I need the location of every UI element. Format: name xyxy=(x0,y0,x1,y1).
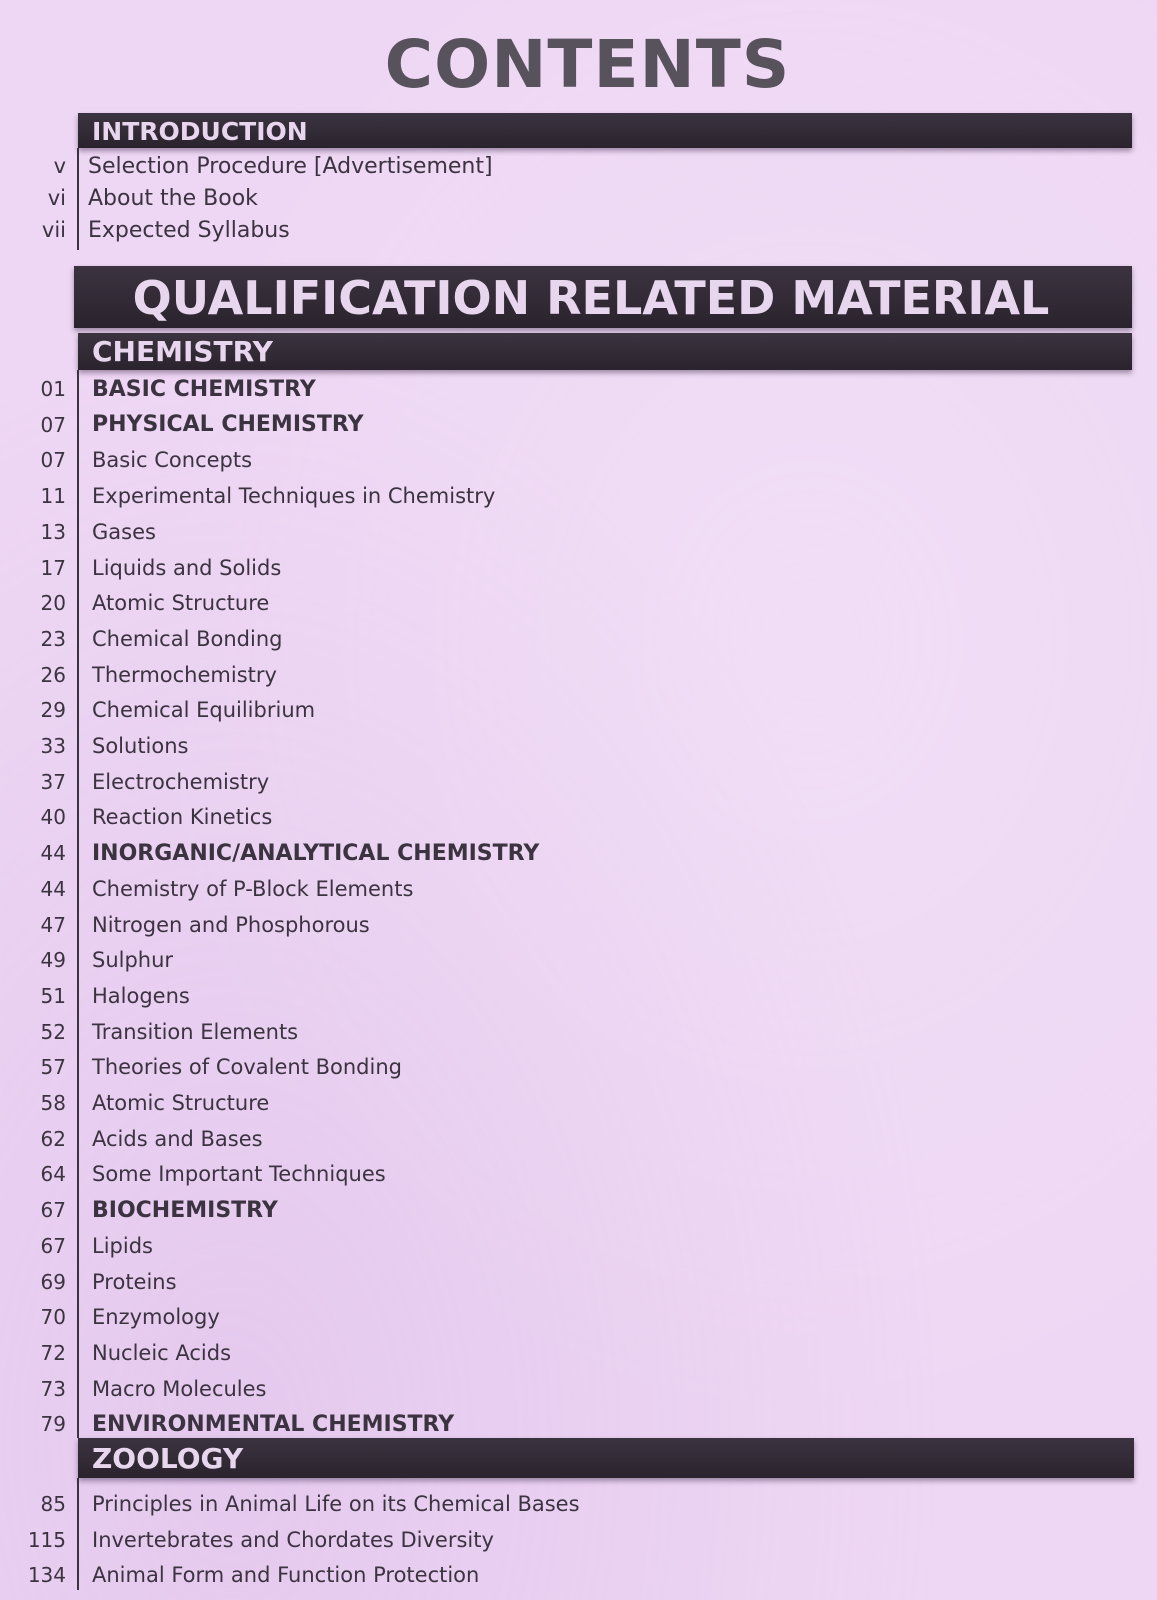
toc-entry-label: Principles in Animal Life on its Chemical Bases xyxy=(92,1492,580,1516)
toc-entry-label: Nucleic Acids xyxy=(92,1340,232,1365)
page-number: 73 xyxy=(40,1376,66,1401)
toc-entry[interactable] xyxy=(0,409,700,441)
toc-entry[interactable] xyxy=(0,1488,700,1520)
page-number: 44 xyxy=(40,876,66,901)
toc-entry-label: Transition Elements xyxy=(92,1019,299,1044)
toc-entry[interactable] xyxy=(0,1373,700,1405)
toc-entry-label: Expected Syllabus xyxy=(88,217,290,243)
toc-entry[interactable] xyxy=(0,373,700,405)
toc-entry[interactable] xyxy=(0,801,700,833)
toc-entry[interactable] xyxy=(0,1301,700,1333)
page-number: 01 xyxy=(40,377,66,401)
page-number: 23 xyxy=(40,626,66,651)
page-number: 62 xyxy=(40,1126,66,1151)
page-number: 37 xyxy=(40,769,66,794)
page-number: 52 xyxy=(40,1019,66,1044)
page-number: 07 xyxy=(40,412,66,437)
toc-entry[interactable] xyxy=(0,480,700,512)
toc-entry[interactable] xyxy=(0,1158,700,1190)
toc-entry-label: Thermochemistry xyxy=(92,662,277,687)
toc-entry[interactable] xyxy=(0,1123,700,1155)
toc-entry-label: Enzymology xyxy=(92,1305,220,1330)
toc-entry[interactable] xyxy=(0,214,700,246)
toc-entry[interactable] xyxy=(0,694,700,726)
toc-entry[interactable] xyxy=(0,587,700,619)
toc-entry-label: Chemistry of P-Block Elements xyxy=(92,876,414,901)
toc-entry[interactable] xyxy=(0,1559,700,1591)
toc-entry-label: Proteins xyxy=(92,1269,177,1294)
page-number: 07 xyxy=(40,448,66,473)
toc-entry-label: Chemical Bonding xyxy=(92,626,283,651)
toc-topic-heading: PHYSICAL CHEMISTRY xyxy=(92,412,364,438)
toc-entry[interactable] xyxy=(0,1194,700,1226)
toc-entry-label: Liquids and Solids xyxy=(92,555,282,580)
chemistry-heading: CHEMISTRY xyxy=(78,333,1132,370)
toc-entry-label: Animal Form and Function Protection xyxy=(92,1563,480,1587)
toc-entry-label: Atomic Structure xyxy=(92,591,270,616)
page-number: 57 xyxy=(40,1055,66,1080)
toc-topic-heading: INORGANIC/ANALYTICAL CHEMISTRY xyxy=(92,840,540,866)
toc-entry[interactable] xyxy=(0,1016,700,1048)
page-number: 11 xyxy=(40,484,66,509)
page-number: 47 xyxy=(40,912,66,937)
toc-entry[interactable] xyxy=(0,623,700,655)
toc-entry-label: Chemical Equilibrium xyxy=(92,698,316,723)
page-number: 51 xyxy=(40,983,66,1008)
toc-entry-label: Sulphur xyxy=(92,948,174,973)
page-number: 26 xyxy=(40,662,66,687)
page-number: 13 xyxy=(40,519,66,544)
toc-entry-label: Reaction Kinetics xyxy=(92,805,273,830)
toc-entry[interactable] xyxy=(0,1051,700,1083)
page-number: 40 xyxy=(40,805,66,830)
toc-entry[interactable] xyxy=(0,730,700,762)
qualification-heading: QUALIFICATION RELATED MATERIAL xyxy=(74,266,1132,328)
introduction-heading: INTRODUCTION xyxy=(78,113,1132,148)
toc-entry-label: Atomic Structure xyxy=(92,1091,270,1115)
toc-topic-heading: BIOCHEMISTRY xyxy=(92,1197,278,1223)
page-number: 58 xyxy=(40,1091,66,1115)
toc-entry[interactable] xyxy=(0,980,700,1012)
toc-entry[interactable] xyxy=(0,1087,700,1119)
toc-entry[interactable] xyxy=(0,944,700,976)
toc-entry-label: Nitrogen and Phosphorous xyxy=(92,912,370,937)
toc-entry-label: Electrochemistry xyxy=(92,769,270,794)
page-number: 70 xyxy=(40,1305,66,1330)
page-number: vii xyxy=(41,218,66,242)
page-number: 44 xyxy=(40,841,66,866)
toc-entry[interactable] xyxy=(0,766,700,798)
toc-entry-label: Gases xyxy=(92,519,156,544)
page-number: 17 xyxy=(40,555,66,580)
toc-entry[interactable] xyxy=(0,1266,700,1298)
toc-entry-label: Macro Molecules xyxy=(92,1376,267,1401)
toc-entry-label: Invertebrates and Chordates Diversity xyxy=(92,1527,494,1552)
toc-entry[interactable] xyxy=(0,909,700,941)
toc-entry[interactable] xyxy=(0,1230,700,1262)
page-number: v xyxy=(53,154,66,178)
page-number: 79 xyxy=(40,1412,66,1437)
page-title: CONTENTS xyxy=(384,26,791,103)
toc-entry[interactable] xyxy=(0,444,700,476)
toc-entry-label: Acids and Bases xyxy=(92,1126,263,1151)
toc-entry[interactable] xyxy=(0,182,700,214)
page-number: 69 xyxy=(40,1269,66,1294)
toc-entry-label: About the Book xyxy=(88,185,258,211)
toc-entry[interactable] xyxy=(0,150,700,182)
page-number: 67 xyxy=(40,1233,66,1258)
page-number: 72 xyxy=(40,1340,66,1365)
toc-entry[interactable] xyxy=(0,1408,700,1440)
toc-entry-label: Experimental Techniques in Chemistry xyxy=(92,484,496,509)
toc-entry-label: Theories of Covalent Bonding xyxy=(92,1055,402,1080)
page-number: 134 xyxy=(27,1563,66,1587)
toc-topic-heading: ENVIRONMENTAL CHEMISTRY xyxy=(92,1411,455,1437)
page-number: 29 xyxy=(40,698,66,723)
page-number: vi xyxy=(47,186,66,210)
toc-entry[interactable] xyxy=(0,1337,700,1369)
toc-topic-heading: BASIC CHEMISTRY xyxy=(92,376,316,402)
toc-entry[interactable] xyxy=(0,552,700,584)
toc-entry-label: Basic Concepts xyxy=(92,448,253,473)
page-number: 67 xyxy=(40,1198,66,1223)
zoology-heading: ZOOLOGY xyxy=(78,1438,1134,1478)
toc-entry-label: Solutions xyxy=(92,734,189,758)
toc-entry-label: Selection Procedure [Advertisement] xyxy=(88,153,493,179)
toc-entry[interactable] xyxy=(0,873,700,905)
page-number: 33 xyxy=(40,734,66,758)
toc-entry[interactable] xyxy=(0,516,700,548)
page-number: 115 xyxy=(27,1527,66,1552)
toc-entry[interactable] xyxy=(0,1524,700,1556)
toc-entry-label: Halogens xyxy=(92,983,190,1008)
toc-entry[interactable] xyxy=(0,837,700,869)
page-number: 64 xyxy=(40,1162,66,1187)
page-number: 49 xyxy=(40,948,66,973)
toc-entry-label: Some Important Techniques xyxy=(92,1162,386,1187)
page-number: 20 xyxy=(40,591,66,616)
toc-entry[interactable] xyxy=(0,659,700,691)
page-number: 85 xyxy=(40,1492,66,1516)
toc-entry-label: Lipids xyxy=(92,1233,153,1258)
